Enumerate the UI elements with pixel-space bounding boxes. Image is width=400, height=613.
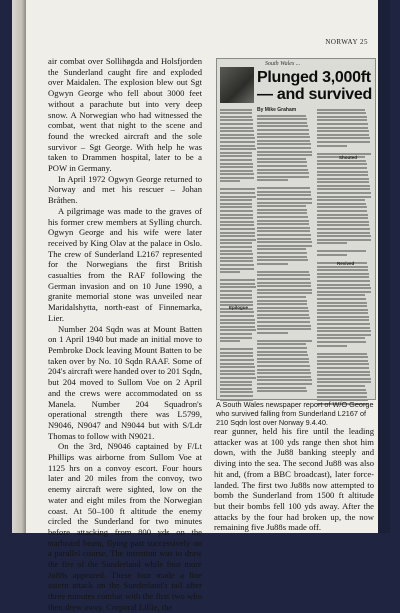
newsprint-line <box>257 365 310 367</box>
newsprint-line <box>220 177 254 179</box>
clipping-photo <box>220 67 254 103</box>
newsprint-line <box>317 217 368 219</box>
newsprint-line <box>317 163 367 165</box>
newsprint-line <box>317 363 369 365</box>
newsprint-line <box>317 192 371 194</box>
newsprint-line <box>257 161 307 163</box>
clipping-subhead: Epilogue <box>229 305 248 310</box>
newsprint-line <box>220 155 252 157</box>
newsprint-line <box>257 216 308 218</box>
newsprint-line <box>257 282 311 284</box>
newsprint-line <box>317 269 368 271</box>
newsprint-line <box>220 326 255 328</box>
newsprint-line <box>220 145 255 147</box>
newsprint-line <box>220 239 256 241</box>
newsprint-line <box>220 388 252 390</box>
newsprint-line <box>257 292 312 294</box>
clipping-column <box>317 107 372 395</box>
newsprint-line <box>257 271 309 273</box>
newsprint-line <box>317 396 367 398</box>
newsprint-line <box>317 323 370 325</box>
newsprint-line <box>317 316 369 318</box>
newsprint-line <box>220 221 254 223</box>
newsprint-line <box>317 374 370 376</box>
newsprint-line <box>257 136 310 138</box>
clipping-subhead: Revived <box>337 261 355 266</box>
newsprint-line <box>257 314 309 316</box>
clipping-byline: By Mike Graham <box>257 107 297 113</box>
newsprint-line <box>257 285 311 287</box>
newsprint-line <box>220 395 253 397</box>
newsprint-line <box>257 278 310 280</box>
newsprint-line <box>317 327 370 329</box>
newsprint-line <box>220 163 253 165</box>
newsprint-line <box>220 116 252 118</box>
newsprint-line <box>317 196 371 198</box>
newsprint-line <box>257 343 306 345</box>
newsprint-line <box>220 130 254 132</box>
newsprint-line <box>317 160 366 162</box>
newspaper-clipping <box>216 58 376 400</box>
newsprint-line <box>257 227 310 229</box>
newsprint-line <box>317 298 366 300</box>
newsprint-line <box>220 148 256 150</box>
newsprint-line <box>257 176 309 178</box>
book-spine <box>378 0 390 533</box>
newsprint-line <box>257 172 309 174</box>
newsprint-line <box>317 312 368 314</box>
newsprint-line <box>257 143 311 145</box>
newsprint-line <box>220 203 252 205</box>
newsprint-line <box>220 228 255 230</box>
newsprint-line <box>317 356 368 358</box>
newsprint-line <box>220 384 252 386</box>
newsprint-line <box>220 180 240 182</box>
paragraph: A pilgrimage was made to the graves of his former crew members at Sylling church. Ogwyn George and his wife were later received by King Olav at the palace in Oslo. The crew of Sunderland L2167 represented for the Norwegians the first British casualties from the RAF following the German invasion and on 10 June 1990, a granite memorial stone was unveiled near Maridalshytta, north-east of Finnemarka, Lier. <box>48 205 202 323</box>
newsprint-line <box>220 242 252 244</box>
newsprint-line <box>317 145 347 147</box>
newsprint-line <box>317 287 371 289</box>
newsprint-line <box>317 242 347 244</box>
newsprint-line <box>220 366 255 368</box>
newsprint-line <box>317 206 367 208</box>
previous-page-edge <box>12 0 26 533</box>
newsprint-line <box>257 390 307 392</box>
newsprint-line <box>257 158 306 160</box>
newsprint-line <box>257 340 312 342</box>
book-page <box>12 0 390 612</box>
newsprint-line <box>317 178 369 180</box>
newsprint-line <box>257 361 309 363</box>
newsprint-line <box>257 387 306 389</box>
newsprint-line <box>220 246 252 248</box>
newsprint-line <box>257 369 310 371</box>
newsprint-line <box>257 358 309 360</box>
newsprint-line <box>317 185 370 187</box>
newsprint-line <box>220 373 255 375</box>
newsprint-line <box>317 199 365 201</box>
newsprint-line <box>257 296 306 298</box>
newsprint-line <box>220 199 252 201</box>
newsprint-line <box>257 187 310 189</box>
newsprint-line <box>220 391 253 393</box>
newsprint-line <box>317 167 367 169</box>
newsprint-line <box>220 127 253 129</box>
newsprint-line <box>257 274 310 276</box>
paragraph: Number 204 Sqdn was at Mount Batten on 1 April 1940 but made an initial move to Pembroke Dock leaving Mount Batten to be taken over by No. 10 Sqdn RAAF. Some of 204's aircraft were handed over to 201 Sqdn, but 204 moved to Sullom Voe on 2 April and the crews were accommodated on ss Manela. Number 204 Squadron's operational strength there was L5799, N9046, N9047 and N9044 but with S/Ldr Thomas to follow with N9021. <box>48 323 202 441</box>
newsprint-line <box>317 203 366 205</box>
newsprint-line <box>317 353 367 355</box>
left-text-column <box>48 56 202 613</box>
newsprint-line <box>317 239 371 241</box>
newsprint-line <box>220 137 255 139</box>
newsprint-line <box>257 125 308 127</box>
newsprint-line <box>220 348 253 350</box>
newsprint-line <box>317 181 369 183</box>
newsprint-line <box>257 151 312 153</box>
newsprint-line <box>220 109 252 111</box>
newsprint-line <box>220 329 256 331</box>
newsprint-line <box>220 333 252 335</box>
newsprint-line <box>317 174 368 176</box>
newsprint-line <box>257 383 312 385</box>
paragraph: On the 3rd, N9046 captained by F/Lt Phillips was airborne from Sullom Voe at 1125 hrs on a convoy escort. Four hours later and 20 miles from the convoy, two enemy aircraft were sighted, low on the water and eight miles from the Norwegian coast. At 50–100 ft altitude the enemy circled the Sunderland for two minutes before attacking from 800 yds on the starboard beam, flying past successively on a parallel course. The intention was to draw the fire of the Sunderland while four more Ju88s appeared. These four made a line astern attack on the Sunderland's tail after three minutes combat with the first two who then drew away. Corporal Lillie, the <box>48 441 202 612</box>
newsprint-line <box>220 188 255 190</box>
newsprint-line <box>220 319 255 321</box>
newsprint-line <box>317 228 370 230</box>
newsprint-line <box>317 171 368 173</box>
newsprint-line <box>220 112 252 114</box>
newsprint-line <box>257 223 309 225</box>
clipping-subhead: Shouted <box>339 155 357 160</box>
newsprint-line <box>317 360 368 362</box>
newsprint-line <box>220 232 255 234</box>
newsprint-line <box>220 301 253 303</box>
newsprint-line <box>257 300 307 302</box>
newsprint-line <box>257 256 307 258</box>
newsprint-line <box>220 352 253 354</box>
newsprint-line <box>257 198 312 200</box>
newsprint-line <box>220 166 253 168</box>
clipping-column <box>257 113 313 393</box>
newsprint-line <box>317 305 367 307</box>
newsprint-line <box>220 340 240 342</box>
newsprint-line <box>220 359 254 361</box>
newsprint-line <box>257 234 311 236</box>
paragraph: air combat over Sollihøgda and Holsfjorden the Sunderland caught fire and exploded over Maidalen. The explosion blew out Sgt Ogwyn George who fell about 3000 feet without a parachute but into very deep snow. A Norwegian who had witnessed the combat, went that night to the scene and found the wrecked aircraft and the sole survivor – Sgt George. With help he was taken to Drammen hospital, later to be a POW in Germany. <box>48 56 202 174</box>
newsprint-line <box>317 141 370 143</box>
newsprint-line <box>257 252 307 254</box>
newsprint-line <box>220 123 253 125</box>
newsprint-line <box>317 337 365 339</box>
newsprint-line <box>257 347 307 349</box>
newsprint-line <box>257 307 308 309</box>
running-head: NORWAY 25 <box>325 38 368 46</box>
newsprint-line <box>257 354 308 356</box>
newsprint-line <box>220 253 253 255</box>
newsprint-line <box>317 137 370 139</box>
newsprint-line <box>220 159 252 161</box>
newsprint-line <box>317 284 370 286</box>
newsprint-line <box>317 112 366 114</box>
newsprint-line <box>317 123 368 125</box>
newsprint-line <box>317 392 367 394</box>
newsprint-line <box>317 367 369 369</box>
newsprint-line <box>317 385 365 387</box>
newsprint-line <box>317 254 347 256</box>
newsprint-line <box>317 309 368 311</box>
newsprint-line <box>257 220 309 222</box>
newsprint-line <box>317 130 369 132</box>
newsprint-line <box>220 279 255 281</box>
newsprint-line <box>317 345 347 347</box>
newsprint-line <box>220 141 255 143</box>
paragraph: rear gunner, held his fire until the leading attacker was at 100 yds range then shot him down, with the Ju88 banking steeply and diving into the sea. The second Ju88 was also hit and, (from a BBC broadcast), later force-landed. The first two Ju88s now attempted to bomb the Sunderland from 1500 ft altitude but their bombs fell 100 yds away. After the attacks by the four had broken up, the now remaining five Ju88s made off. <box>214 426 374 533</box>
newsprint-line <box>220 192 255 194</box>
newsprint-line <box>257 303 307 305</box>
newsprint-line <box>317 273 369 275</box>
newsprint-line <box>317 341 366 343</box>
newsprint-line <box>220 268 254 270</box>
newsprint-line <box>220 250 252 252</box>
newsprint-line <box>257 372 311 374</box>
newsprint-line <box>220 217 253 219</box>
newsprint-line <box>220 355 253 357</box>
newsprint-line <box>257 376 311 378</box>
newsprint-line <box>257 238 311 240</box>
newsprint-line <box>220 363 254 365</box>
newsprint-line <box>220 170 253 172</box>
clipping-source: South Wales ... <box>265 61 301 67</box>
newsprint-line <box>317 134 369 136</box>
newsprint-line <box>317 116 367 118</box>
newsprint-line <box>220 337 252 339</box>
newsprint-line <box>317 381 371 383</box>
newsprint-line <box>257 191 311 193</box>
newsprint-line <box>317 319 369 321</box>
newsprint-line <box>220 283 255 285</box>
newsprint-line <box>257 147 311 149</box>
newsprint-line <box>257 212 307 214</box>
newsprint-line <box>257 245 312 247</box>
newsprint-line <box>257 154 312 156</box>
newsprint-line <box>317 109 365 111</box>
newsprint-line <box>317 188 370 190</box>
figure-caption: A South Wales newspaper report of W/O George who survived falling from Sunderland L2167 of 210 Sqdn lost over Norway 9.4.40. <box>216 400 374 427</box>
newsprint-line <box>220 311 254 313</box>
newsprint-line <box>257 115 306 117</box>
newsprint-line <box>257 209 307 211</box>
newsprint-line <box>317 371 370 373</box>
newsprint-line <box>257 140 310 142</box>
newsprint-line <box>257 169 308 171</box>
newsprint-line <box>317 334 371 336</box>
newsprint-line <box>317 280 370 282</box>
newsprint-line <box>220 152 252 154</box>
newsprint-line <box>317 214 368 216</box>
newsprint-line <box>220 260 253 262</box>
newsprint-line <box>220 381 252 383</box>
newsprint-line <box>257 325 311 327</box>
newsprint-line <box>317 276 369 278</box>
right-text-column <box>214 426 374 533</box>
newsprint-line <box>317 127 368 129</box>
newsprint-line <box>257 332 288 334</box>
newsprint-line <box>317 221 369 223</box>
newsprint-line <box>257 202 312 204</box>
newsprint-line <box>317 235 371 237</box>
newsprint-line <box>257 129 309 131</box>
newsprint-line <box>257 179 288 181</box>
newsprint-line <box>257 165 307 167</box>
newsprint-line <box>257 205 306 207</box>
newsprint-line <box>220 214 253 216</box>
newsprint-line <box>257 259 308 261</box>
newsprint-line <box>257 248 306 250</box>
newsprint-line <box>220 224 254 226</box>
newsprint-line <box>220 235 255 237</box>
clipping-column <box>220 107 256 395</box>
newsprint-line <box>220 257 253 259</box>
clipping-headline: Plunged 3,000ft — and survived <box>257 69 372 103</box>
newsprint-line <box>220 286 256 288</box>
newsprint-line <box>257 321 310 323</box>
newsprint-line <box>317 378 371 380</box>
newsprint-line <box>220 210 253 212</box>
newsprint-line <box>317 250 366 252</box>
newsprint-line <box>220 264 254 266</box>
newsprint-line <box>257 289 312 291</box>
newsprint-line <box>257 118 307 120</box>
newsprint-line <box>220 119 253 121</box>
newsprint-line <box>220 377 256 379</box>
newsprint-line <box>220 196 256 198</box>
newsprint-line <box>220 370 255 372</box>
newsprint-line <box>257 194 311 196</box>
newsprint-line <box>317 291 371 293</box>
newsprint-line <box>257 133 309 135</box>
newsprint-line <box>257 379 312 381</box>
paragraph: In April 1972 Ogwyn George returned to Norway and met his rescuer – Johan Bråthen. <box>48 173 202 206</box>
newsprint-line <box>220 134 254 136</box>
newsprint-line <box>257 122 307 124</box>
newsprint-line <box>317 330 371 332</box>
newsprint-line <box>220 294 252 296</box>
newsprint-line <box>257 351 307 353</box>
newsprint-line <box>257 230 310 232</box>
newsprint-line <box>220 315 254 317</box>
newsprint-line <box>317 294 365 296</box>
newsprint-line <box>317 210 367 212</box>
newsprint-line <box>220 297 252 299</box>
newsprint-line <box>317 389 366 391</box>
newsprint-line <box>220 271 240 273</box>
newsprint-line <box>317 119 367 121</box>
newsprint-line <box>317 224 369 226</box>
newsprint-line <box>317 232 370 234</box>
newsprint-line <box>257 317 310 319</box>
newsprint-line <box>220 322 255 324</box>
newsprint-line <box>257 328 311 330</box>
newsprint-line <box>220 290 252 292</box>
newsprint-line <box>317 302 367 304</box>
newsprint-line <box>220 173 254 175</box>
newsprint-line <box>257 310 309 312</box>
newsprint-line <box>257 241 312 243</box>
newsprint-line <box>257 263 288 265</box>
newsprint-line <box>220 206 252 208</box>
